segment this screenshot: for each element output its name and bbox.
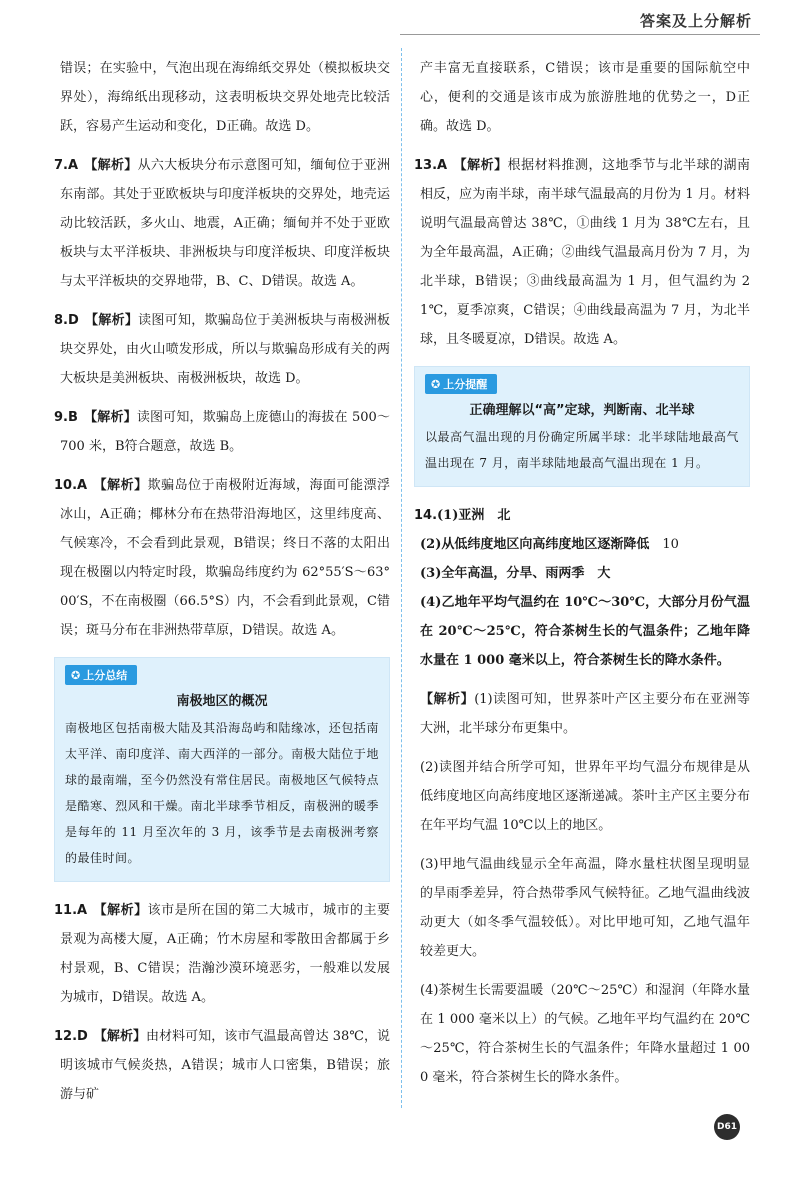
- tip-heading: 南极地区的概况: [176, 694, 268, 709]
- continued-paragraph: 产丰富无直接联系，C错误；该市是重要的国际航空中心，便利的交通是该市成为旅游胜地的优势之一，D正确。故选 D。: [420, 61, 750, 134]
- tip-box-summary: [54, 657, 390, 882]
- answer-letter: D: [77, 1029, 88, 1044]
- answer-letter: A: [67, 158, 79, 173]
- question-14-answer-2: (2)从低纬度地区向高纬度地区逐渐降低 10: [420, 537, 679, 552]
- question-14-explanation-3: (3)甲地气温曲线显示全年高温，降水量柱状图呈现明显的旱雨季差异，符合热带季风气候特征。乙地气温曲线波动更大（如冬季气温较低）。对比甲地可知，乙地气温年较差更大。: [420, 857, 750, 959]
- header-title: 答案及上分解析: [639, 12, 752, 30]
- question-12: 12.D 【解析】由材料可知，该市气温最高曾达 38℃，说明该城市气候炎热，A错误；城市人口密集，B错误；旅游与矿: [54, 1029, 390, 1102]
- answer-letter: D: [67, 313, 79, 328]
- left-column: [54, 54, 390, 1109]
- question-7: 7.A 【解析】从六大板块分布示意图可知，缅甸位于亚洲东南部。其处于亚欧板块与印度洋板块的交界处，地壳运动比较活跃，多火山、地震，A正确；缅甸并不处于亚欧板块与太平洋板块、非洲板块与印度洋板块、印度洋板块与太平洋板块的交界地带，B、C、D错误。故选 A。: [54, 158, 390, 289]
- tip-label: ✪ 上分提醒: [425, 374, 497, 394]
- tip-label: ✪ 上分总结: [65, 665, 137, 685]
- question-14-explanation-1: 【解析】(1)读图可知，世界茶叶产区主要分布在亚洲等大洲，北半球分布更集中。: [420, 692, 750, 736]
- question-9: 9.B 【解析】读图可知，欺骗岛上庞德山的海拔在 500～700 米，B符合题意，故选 B。: [54, 410, 390, 454]
- question-8: 8.D 【解析】读图可知，欺骗岛位于美洲板块与南极洲板块交界处，由火山喷发形成，所以与欺骗岛形成有关的两大板块是美洲板块、南极洲板块，故选 D。: [54, 313, 390, 386]
- star-icon: ✪: [71, 669, 81, 682]
- question-13: 13.A 【解析】根据材料推测，这地季节与北半球的湖南相反，应为南半球，南半球气温最高的月份为 1 月。材料说明气温最高曾达 38℃，①曲线 1 月为 38℃左右，且为全年最高温，A正确；②曲线气温最高月份为 7 月，为北半球，B错误；③曲线最高温为 1 月，但气温约为 21℃，夏季凉爽，C错误；④曲线最高温为 7 月，为北半球，且冬暖夏凉，D错误。故选 A。: [414, 158, 750, 347]
- question-14-explanation-4: (4)茶树生长需要温暖（20℃～25℃）和湿润（年降水量在 1 000 毫米以上）的气候。乙地年平均气温约在 20℃～25℃，符合茶树生长的气温条件；年降水量超过 1 000 毫米，符合茶树生长的降水条件。: [420, 983, 750, 1085]
- answer-letter: A: [77, 478, 88, 493]
- question-11: 11.A 【解析】该市是所在国的第二大城市，城市的主要景观为高楼大厦，A正确；竹木房屋和零散田舍都属于乡村景观，B、C错误；浩瀚沙漠环境恶劣，一般难以发展为城市，D错误。故选 A。: [54, 903, 390, 1005]
- question-14-answer-1: 14.(1)亚洲 北: [414, 508, 511, 523]
- tip-body: 南极地区包括南极大陆及其沿海岛屿和陆缘冰，还包括南太平洋、南印度洋、南大西洋的一部分。南极大陆位于地球的最南端，至今仍然没有常住居民。南极地区气候特点是酷寒、烈风和干燥。南北半球季节相反，南极洲的暖季是每年的 11 月至次年的 3 月，该季节是去南极洲考察的最佳时间。: [65, 721, 379, 865]
- question-10: 10.A 【解析】欺骗岛位于南极附近海域，海面可能漂浮冰山，A正确；椰林分布在热带沿海地区，这里纬度高、气候寒冷，不会看到此景观，B错误；终日不落的太阳出现在极圈以内特定时段，欺骗岛纬度约为 62°55′S～63°00′S，不在南极圈（66.5°S）内，不会看到此景观，C错误；斑马分布在非洲热带草原，D错误。故选 A。: [54, 478, 390, 638]
- question-14-answer-4: (4)乙地年平均气温约在 10℃～30℃，大部分月份气温在 20℃～25℃，符合茶树生长的气温条件；乙地年降水量在 1 000 毫米以上，符合茶树生长的降水条件。: [420, 595, 750, 668]
- answer-letter: A: [77, 903, 88, 918]
- page-number-badge: D61: [714, 1114, 740, 1140]
- star-icon: ✪: [431, 378, 441, 391]
- question-14-answer-3: (3)全年高温，分旱、雨两季 大: [420, 566, 611, 581]
- tip-body: 以最高气温出现的月份确定所属半球：北半球陆地最高气温出现在 7 月，南半球陆地最高气温出现在 1 月。: [425, 430, 739, 470]
- answer-letter: A: [437, 158, 448, 173]
- header-rule: [400, 34, 760, 35]
- right-column: [414, 54, 750, 1092]
- tip-heading: 正确理解以“高”定球，判断南、北半球: [469, 403, 695, 418]
- answer-letter: B: [67, 410, 78, 425]
- question-14-explanation-2: (2)读图并结合所学可知，世界年平均气温分布规律是从低纬度地区向高纬度地区逐渐递减。茶叶主产区主要分布在年平均气温 10℃以上的地区。: [420, 760, 750, 833]
- tip-box-reminder: [414, 366, 750, 487]
- column-divider: [401, 48, 402, 1108]
- continued-paragraph: 错误；在实验中，气泡出现在海绵纸交界处（模拟板块交界处），海绵纸出现移动，这表明板块交界处地壳比较活跃，容易产生运动和变化，D正确。故选 D。: [60, 61, 390, 134]
